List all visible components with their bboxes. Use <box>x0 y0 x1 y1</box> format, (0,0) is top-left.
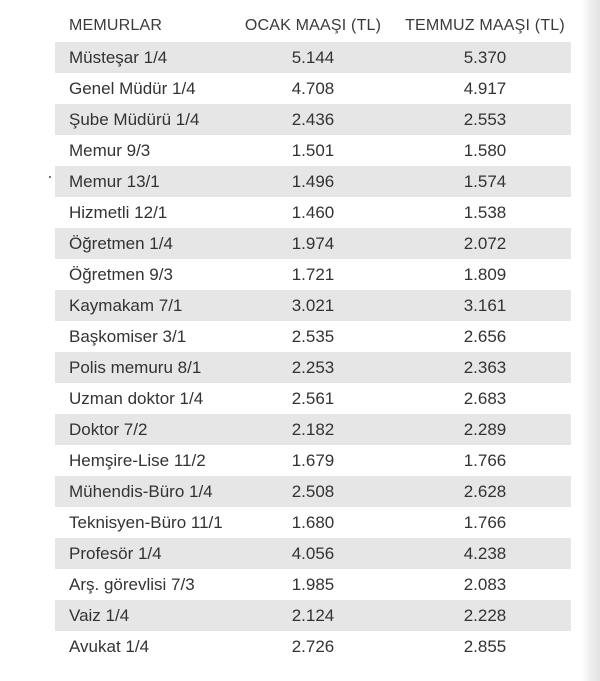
cell-temmuz: 4.238 <box>463 543 507 563</box>
cell-temmuz: 4.917 <box>463 78 507 98</box>
cell-name: Doktor 7/2 <box>69 419 148 439</box>
cell-ocak: 1.974 <box>291 233 335 253</box>
cell-temmuz: 1.809 <box>463 264 507 284</box>
table-row <box>55 414 571 445</box>
cell-name: Memur 9/3 <box>69 140 151 160</box>
cell-name: Genel Müdür 1/4 <box>69 78 196 98</box>
cell-name: Hizmetli 12/1 <box>69 202 168 222</box>
table-row <box>55 197 571 228</box>
cell-ocak: 2.253 <box>291 357 335 377</box>
table-row <box>55 290 571 321</box>
cell-name: Şube Müdürü 1/4 <box>69 109 200 129</box>
cell-name: Kaymakam 7/1 <box>69 295 183 315</box>
cell-ocak: 4.056 <box>291 543 335 563</box>
table-row <box>55 259 571 290</box>
table-row <box>55 383 571 414</box>
cell-name: Vaiz 1/4 <box>69 605 130 625</box>
salary-table <box>55 10 571 662</box>
cell-name: Hemşire-Lise 11/2 <box>69 450 206 470</box>
cell-ocak: 4.708 <box>291 78 335 98</box>
table-row <box>55 135 571 166</box>
cell-name: Öğretmen 9/3 <box>69 264 173 284</box>
table-row <box>55 166 571 197</box>
cell-ocak: 2.508 <box>291 481 335 501</box>
cell-temmuz: 1.766 <box>463 450 507 470</box>
cell-name: Memur 13/1 <box>69 171 160 191</box>
header-ocak-maasi: OCAK MAAŞI (TL) <box>244 17 382 34</box>
cell-name: Uzman doktor 1/4 <box>69 388 204 408</box>
cell-temmuz: 1.574 <box>463 171 507 191</box>
cell-name: Teknisyen-Büro 11/1 <box>69 512 223 532</box>
cell-ocak: 2.726 <box>291 636 335 656</box>
table-row <box>55 321 571 352</box>
cell-temmuz: 2.228 <box>463 605 507 625</box>
cell-name: Avukat 1/4 <box>69 636 150 656</box>
cell-temmuz: 3.161 <box>463 295 507 315</box>
table-row <box>55 569 571 600</box>
cell-temmuz: 2.072 <box>463 233 507 253</box>
cell-name: Başkomiser 3/1 <box>69 326 187 346</box>
table-row <box>55 445 571 476</box>
cell-ocak: 1.460 <box>291 202 335 222</box>
cell-temmuz: 2.656 <box>463 326 507 346</box>
cell-name: Arş. görevlisi 7/3 <box>69 574 195 594</box>
cell-temmuz: 1.580 <box>463 140 507 160</box>
cell-name: Mühendis-Büro 1/4 <box>69 481 213 501</box>
cell-ocak: 3.021 <box>291 295 335 315</box>
table-row <box>55 538 571 569</box>
table-header <box>55 10 571 42</box>
table-row <box>55 42 571 73</box>
cell-temmuz: 2.628 <box>463 481 507 501</box>
cell-temmuz: 2.363 <box>463 357 507 377</box>
cell-temmuz: 2.855 <box>463 636 507 656</box>
cell-temmuz: 1.766 <box>463 512 507 532</box>
cell-temmuz: 2.083 <box>463 574 507 594</box>
table-row <box>55 104 571 135</box>
header-memurlar: MEMURLAR <box>69 17 163 34</box>
cell-ocak: 2.182 <box>291 419 335 439</box>
table-row <box>55 476 571 507</box>
cell-ocak: 1.985 <box>291 574 335 594</box>
cell-name: Öğretmen 1/4 <box>69 233 173 253</box>
page-edge-shadow <box>582 0 600 681</box>
table-row <box>55 631 571 662</box>
cell-ocak: 2.561 <box>291 388 335 408</box>
cell-temmuz: 2.289 <box>463 419 507 439</box>
cell-temmuz: 1.538 <box>463 202 507 222</box>
stray-mark <box>49 176 51 178</box>
cell-ocak: 1.680 <box>291 512 335 532</box>
cell-temmuz: 5.370 <box>463 47 507 67</box>
cell-ocak: 2.436 <box>291 109 335 129</box>
table-row <box>55 600 571 631</box>
cell-name: Profesör 1/4 <box>69 543 162 563</box>
table-row <box>55 73 571 104</box>
cell-ocak: 1.501 <box>291 140 335 160</box>
cell-temmuz: 2.553 <box>463 109 507 129</box>
cell-ocak: 1.679 <box>291 450 335 470</box>
table-row <box>55 352 571 383</box>
cell-name: Polis memuru 8/1 <box>69 357 202 377</box>
cell-ocak: 2.535 <box>291 326 335 346</box>
cell-ocak: 1.496 <box>291 171 335 191</box>
cell-ocak: 5.144 <box>291 47 335 67</box>
header-temmuz-maasi: TEMMUZ MAAŞI (TL) <box>405 17 565 34</box>
cell-ocak: 2.124 <box>291 605 335 625</box>
cell-name: Müsteşar 1/4 <box>69 47 168 67</box>
cell-temmuz: 2.683 <box>463 388 507 408</box>
table-row <box>55 507 571 538</box>
table-row <box>55 228 571 259</box>
cell-ocak: 1.721 <box>291 264 335 284</box>
